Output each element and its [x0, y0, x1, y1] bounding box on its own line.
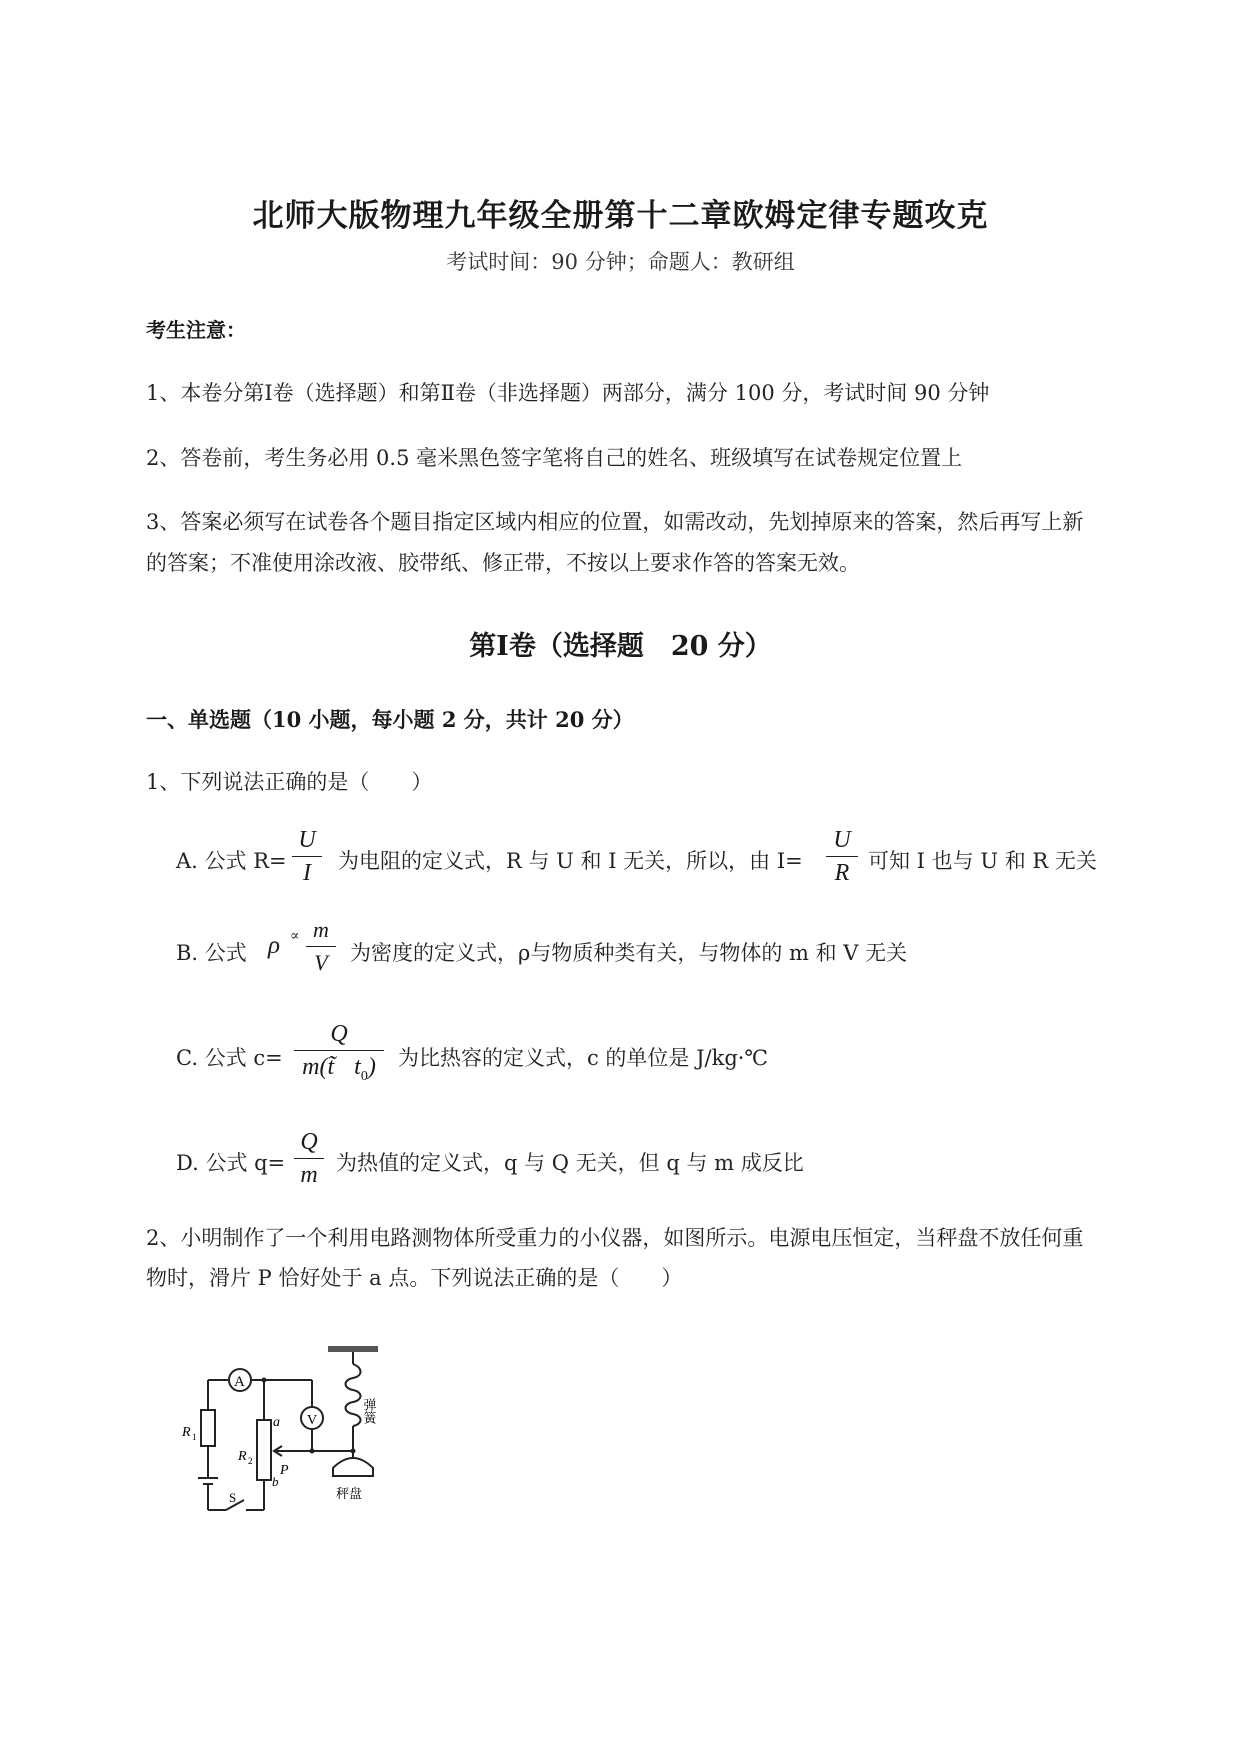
ammeter-label: A: [234, 1374, 245, 1390]
q1-option-c-prefix: C. 公式 c=: [176, 1046, 283, 1070]
voltmeter-label: V: [307, 1413, 318, 1428]
q1-option-c-den-t0: t: [354, 1054, 361, 1080]
notice-item-3-cont: 的答案；不准使用涂改液、胶带纸、修正带，不按以上要求作答的答案无效。: [146, 551, 860, 575]
r1-label: R: [182, 1425, 191, 1440]
section-subheading: 一、单选题（10 小题，每小题 2 分，共计 20 分）: [146, 707, 634, 732]
notice-item-1: 1、本卷分第Ⅰ卷（选择题）和第Ⅱ卷（非选择题）两部分，满分 100 分，考试时间 90 分钟: [146, 381, 990, 405]
q1-option-b-fraction: m V: [306, 916, 336, 977]
q1-option-a-fraction-2: U R: [826, 826, 858, 887]
spring-label: 弹簧: [361, 1398, 377, 1424]
question-2-stem-line-2: 物时，滑片 P 恰好处于 a 点。下列说法正确的是（ ）: [146, 1266, 683, 1290]
switch-label: S: [229, 1490, 237, 1505]
r2-sub: 2: [248, 1456, 253, 1466]
notice-heading: 考生注意：: [146, 318, 246, 342]
q1-option-c-fraction: Q m(t̃ $t_0$): [294, 1020, 384, 1091]
point-b-label: b: [272, 1474, 279, 1489]
pan-label: 秤盘: [336, 1486, 363, 1501]
circuit-diagram: [176, 1338, 398, 1528]
q1-option-c-den-t: t̃: [327, 1054, 335, 1080]
q1-option-b-prefix: B. 公式: [176, 941, 247, 965]
q1-option-d-suffix: 为热值的定义式，q 与 Q 无关，但 q 与 m 成反比: [336, 1151, 804, 1175]
page-title: 北师大版物理九年级全册第十二章欧姆定律专题攻克: [252, 198, 989, 234]
section-title: 第Ⅰ卷（选择题 20 分）: [469, 631, 772, 662]
q1-option-c-den-close: ): [367, 1054, 376, 1080]
slider-p-label: P: [280, 1463, 289, 1478]
q1-option-b-rho: ρ: [268, 932, 280, 959]
question-1-stem: 1、下列说法正确的是（ ）: [146, 770, 433, 794]
q1-option-c-suffix: 为比热容的定义式，c 的单位是 J/kg·℃: [398, 1046, 768, 1070]
q1-option-a-prefix: A. 公式 R=: [176, 849, 287, 873]
point-a-label: a: [273, 1415, 280, 1430]
r1-sub: 1: [192, 1432, 197, 1442]
question-2-stem-line-1: 2、小明制作了一个利用电路测物体所受重力的小仪器，如图所示。电源电压恒定，当秤盘不放任何重: [146, 1226, 1084, 1250]
notice-item-2: 2、答卷前，考生务必用 0.5 毫米黑色签字笔将自己的姓名、班级填写在试卷规定位置上: [146, 446, 963, 470]
q1-option-a-suffix: 可知 I 也与 U 和 R 无关: [868, 849, 1097, 873]
q1-option-b-suffix: 为密度的定义式，ρ与物质种类有关，与物体的 m 和 V 无关: [350, 941, 908, 965]
q1-option-a-fraction-1: U I: [292, 826, 322, 887]
exam-info: 考试时间：90 分钟；命题人：教研组: [446, 250, 795, 274]
r2-label: R: [238, 1449, 247, 1464]
q1-option-d-fraction: Q m: [294, 1128, 324, 1189]
q1-option-a-mid: 为电阻的定义式，R 与 U 和 I 无关，所以，由 I=: [338, 849, 803, 873]
q1-option-c-den-sub: 0: [360, 1068, 368, 1084]
q1-option-b-glyph: ∝: [290, 928, 300, 944]
q1-option-d-prefix: D. 公式 q=: [176, 1151, 286, 1175]
q1-option-c-den-m: m(: [302, 1054, 328, 1080]
notice-item-3: 3、答案必须写在试卷各个题目指定区域内相应的位置，如需改动，先划掉原来的答案，然后再写上新: [146, 510, 1084, 534]
